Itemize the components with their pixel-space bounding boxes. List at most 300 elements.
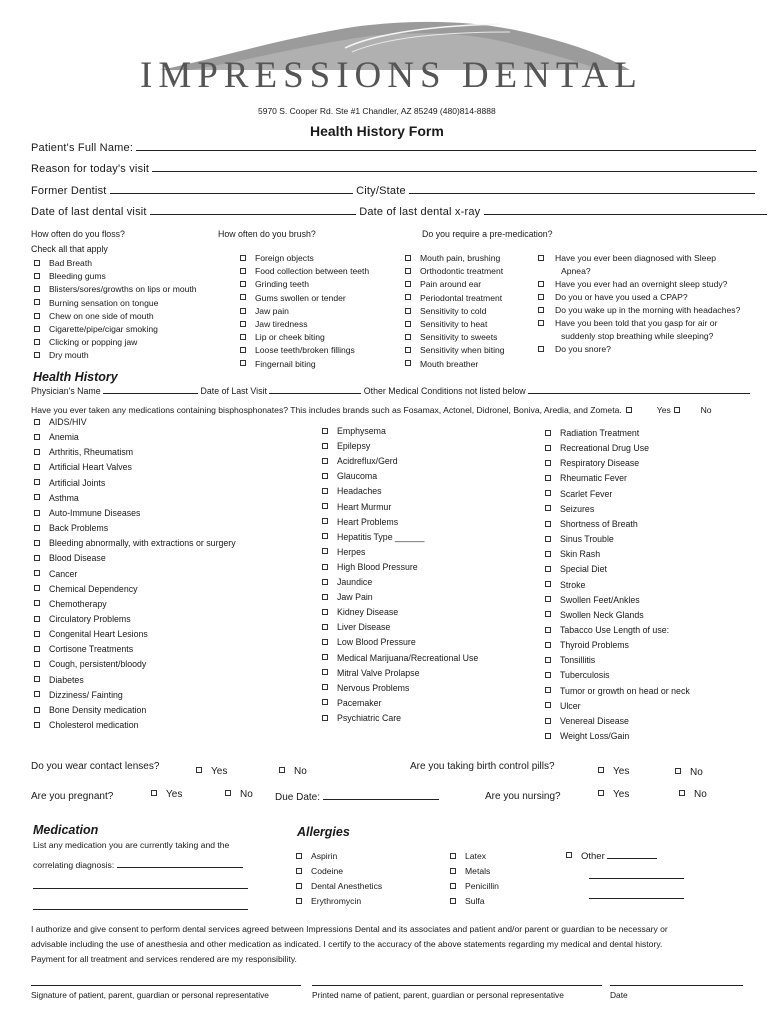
- condition[interactable]: [34, 629, 148, 639]
- checkbox[interactable]: [34, 313, 40, 319]
- condition[interactable]: [545, 534, 614, 544]
- dental-symptom[interactable]: [405, 266, 503, 276]
- checkbox[interactable]: [545, 702, 551, 708]
- dental-symptom[interactable]: [34, 324, 158, 334]
- birth-control-no: [675, 767, 703, 778]
- condition-label: Chemotherapy: [49, 598, 107, 609]
- condition-label: Blood Disease: [49, 553, 106, 564]
- checkbox[interactable]: [322, 594, 328, 600]
- checkbox[interactable]: [322, 669, 328, 675]
- checkbox[interactable]: [34, 691, 40, 697]
- condition[interactable]: [322, 486, 382, 496]
- medication-field-3[interactable]: [33, 901, 248, 910]
- checkbox[interactable]: [405, 321, 411, 327]
- checkbox[interactable]: [34, 707, 40, 713]
- condition[interactable]: [34, 569, 77, 579]
- sleep-question-label: Have you been told that you gasp for air or: [555, 318, 718, 328]
- checkbox[interactable]: [538, 255, 544, 261]
- checkbox[interactable]: [240, 281, 246, 287]
- condition[interactable]: [34, 705, 146, 715]
- signature-field[interactable]: [31, 985, 301, 986]
- pregnant-yes: [151, 789, 182, 800]
- condition-label: Shortness of Breath: [560, 518, 638, 529]
- checkbox[interactable]: [34, 616, 40, 622]
- condition[interactable]: [34, 599, 107, 609]
- no-label: No: [694, 789, 707, 800]
- dental-symptom-label: Sensitivity to cold: [420, 305, 487, 316]
- last-xray-field[interactable]: [484, 206, 767, 215]
- dental-symptom[interactable]: [240, 266, 369, 276]
- checkbox[interactable]: [240, 334, 246, 340]
- physician-field[interactable]: [103, 387, 198, 394]
- dental-symptom[interactable]: [240, 279, 309, 289]
- checkbox[interactable]: [538, 281, 544, 287]
- checkbox[interactable]: [405, 308, 411, 314]
- sleep-question[interactable]: [538, 253, 716, 263]
- condition[interactable]: [545, 504, 594, 514]
- checkbox[interactable]: [322, 654, 328, 660]
- patient-name-label: Patient's Full Name:: [31, 142, 134, 154]
- checkbox[interactable]: [240, 294, 246, 300]
- checkbox[interactable]: [296, 898, 302, 904]
- checkbox[interactable]: [405, 268, 411, 274]
- dental-symptom[interactable]: [34, 271, 106, 281]
- dental-symptom-label: Lip or cheek biting: [255, 332, 325, 343]
- medication-field-2[interactable]: [33, 880, 248, 889]
- checkbox[interactable]: [34, 273, 40, 279]
- checkbox[interactable]: [545, 460, 551, 466]
- dental-symptom[interactable]: [34, 258, 92, 268]
- checkbox[interactable]: [34, 326, 40, 332]
- checkbox[interactable]: [296, 868, 302, 874]
- date-last-visit-field[interactable]: [269, 387, 361, 394]
- checkbox[interactable]: [545, 627, 551, 633]
- checkbox[interactable]: [322, 579, 328, 585]
- condition[interactable]: [322, 456, 398, 466]
- pregnant-yes-checkbox[interactable]: [151, 790, 157, 796]
- reason-field[interactable]: [152, 163, 757, 172]
- condition[interactable]: [34, 675, 84, 685]
- condition[interactable]: [34, 447, 133, 457]
- checkbox[interactable]: [545, 505, 551, 511]
- condition[interactable]: [545, 549, 600, 559]
- condition[interactable]: [322, 532, 424, 542]
- condition[interactable]: [34, 690, 123, 700]
- condition[interactable]: [34, 478, 105, 488]
- condition-label: Acidreflux/Gerd: [337, 456, 398, 467]
- nursing-no-checkbox[interactable]: [679, 790, 685, 796]
- condition-label: Liver Disease: [337, 622, 391, 633]
- dental-symptom[interactable]: [240, 319, 308, 329]
- condition[interactable]: [322, 683, 409, 693]
- condition[interactable]: [322, 577, 372, 587]
- checkbox[interactable]: [34, 555, 40, 561]
- condition[interactable]: [322, 426, 386, 436]
- allergy-other-field-3[interactable]: [589, 890, 684, 899]
- dental-symptom-label: Sensitivity to sweets: [420, 332, 498, 343]
- checkbox[interactable]: [34, 722, 40, 728]
- condition-label: Bleeding abnormally, with extractions or surgery: [49, 538, 236, 549]
- condition-label: Tuberculosis: [560, 670, 610, 681]
- checkbox[interactable]: [538, 320, 544, 326]
- condition-label: Herpes: [337, 546, 366, 557]
- bisphosphonates-no-label: No: [700, 405, 712, 415]
- nursing-yes: [598, 789, 629, 800]
- condition-label: Cortisone Treatments: [49, 644, 134, 655]
- checkbox[interactable]: [322, 488, 328, 494]
- dental-symptom[interactable]: [405, 345, 505, 355]
- checkbox[interactable]: [34, 299, 40, 305]
- checkbox[interactable]: [34, 494, 40, 500]
- checkbox[interactable]: [322, 458, 328, 464]
- sleep-question[interactable]: [538, 305, 740, 315]
- checkbox[interactable]: [322, 503, 328, 509]
- signature-label: Signature of patient, parent, guardian or personal representative: [31, 990, 269, 1000]
- checkbox[interactable]: [322, 533, 328, 539]
- allergy-option[interactable]: [296, 896, 361, 906]
- checkbox[interactable]: [240, 321, 246, 327]
- checkbox[interactable]: [322, 443, 328, 449]
- allergy-option[interactable]: [296, 851, 337, 861]
- checkbox[interactable]: [34, 676, 40, 682]
- condition[interactable]: [322, 653, 478, 663]
- dental-symptom[interactable]: [405, 279, 481, 289]
- dental-symptom[interactable]: [240, 332, 325, 342]
- condition[interactable]: [322, 713, 401, 723]
- checkbox[interactable]: [34, 661, 40, 667]
- allergy-option-label: Erythromycin: [311, 896, 362, 906]
- allergies-title: Allergies: [297, 825, 350, 839]
- condition[interactable]: [34, 538, 236, 548]
- medication-diagnosis-label: correlating diagnosis:: [33, 860, 115, 870]
- checkbox[interactable]: [545, 475, 551, 481]
- checkbox[interactable]: [34, 646, 40, 652]
- condition[interactable]: [545, 655, 595, 665]
- contacts-yes: [196, 766, 227, 777]
- checkbox[interactable]: [545, 672, 551, 678]
- checkbox[interactable]: [34, 540, 40, 546]
- contacts-yes-checkbox[interactable]: [196, 767, 202, 773]
- sleep-question[interactable]: [538, 344, 611, 354]
- condition[interactable]: [545, 625, 669, 635]
- no-label: No: [690, 767, 703, 778]
- checkbox[interactable]: [545, 581, 551, 587]
- checkbox[interactable]: [545, 611, 551, 617]
- checkbox[interactable]: [322, 428, 328, 434]
- sleep-question-label: Apnea?: [561, 265, 591, 276]
- condition[interactable]: [34, 644, 133, 654]
- checkbox[interactable]: [405, 294, 411, 300]
- condition-label: Pacemaker: [337, 697, 382, 708]
- checkbox[interactable]: [34, 570, 40, 576]
- condition[interactable]: [545, 640, 629, 650]
- dental-symptom[interactable]: [405, 293, 502, 303]
- sleep-question[interactable]: [538, 318, 717, 328]
- dental-symptom[interactable]: [34, 284, 197, 294]
- condition[interactable]: [545, 564, 607, 574]
- condition[interactable]: [34, 432, 79, 442]
- dental-symptom[interactable]: [240, 293, 346, 303]
- dental-symptom[interactable]: [240, 359, 316, 369]
- checkbox[interactable]: [545, 536, 551, 542]
- date-field[interactable]: [610, 985, 743, 986]
- condition-label: Artificial Joints: [49, 477, 106, 488]
- checkbox[interactable]: [405, 360, 411, 366]
- checkbox[interactable]: [296, 883, 302, 889]
- condition[interactable]: [545, 610, 644, 620]
- condition[interactable]: [34, 462, 132, 472]
- condition[interactable]: [322, 441, 370, 451]
- checkbox[interactable]: [34, 600, 40, 606]
- checkbox[interactable]: [322, 473, 328, 479]
- condition-label: Circulatory Problems: [49, 613, 131, 624]
- sleep-question[interactable]: [538, 279, 727, 289]
- checkbox[interactable]: [538, 294, 544, 300]
- condition[interactable]: [322, 471, 377, 481]
- condition[interactable]: [545, 580, 585, 590]
- checkbox[interactable]: [450, 853, 456, 859]
- checkbox[interactable]: [34, 286, 40, 292]
- due-date-field[interactable]: [323, 791, 439, 800]
- checkbox[interactable]: [545, 718, 551, 724]
- checkbox[interactable]: [322, 548, 328, 554]
- checkbox[interactable]: [322, 624, 328, 630]
- checkbox[interactable]: [538, 307, 544, 313]
- allergy-option[interactable]: [450, 866, 490, 876]
- nursing-yes-checkbox[interactable]: [598, 790, 604, 796]
- condition[interactable]: [34, 720, 138, 730]
- allergy-other-field-2[interactable]: [589, 870, 684, 879]
- checkbox[interactable]: [240, 347, 246, 353]
- dental-symptom-label: Dry mouth: [49, 350, 89, 361]
- medication-field-1[interactable]: [117, 859, 243, 868]
- last-visit-field[interactable]: [150, 206, 356, 215]
- condition[interactable]: [545, 428, 639, 438]
- checkbox[interactable]: [405, 334, 411, 340]
- checkbox[interactable]: [538, 346, 544, 352]
- condition[interactable]: [322, 668, 419, 678]
- checkbox[interactable]: [34, 479, 40, 485]
- condition[interactable]: [545, 473, 627, 483]
- dental-symptom-label: Bad Breath: [49, 258, 92, 268]
- checkbox[interactable]: [545, 596, 551, 602]
- dental-symptom[interactable]: [240, 306, 289, 316]
- checkbox[interactable]: [545, 430, 551, 436]
- patient-name-field[interactable]: [136, 142, 756, 151]
- condition-label: Kidney Disease: [337, 607, 399, 618]
- checkbox[interactable]: [405, 281, 411, 287]
- checkbox[interactable]: [545, 566, 551, 572]
- checkbox[interactable]: [34, 631, 40, 637]
- city-state-field[interactable]: [409, 185, 755, 194]
- checkbox[interactable]: [322, 715, 328, 721]
- checkbox[interactable]: [545, 445, 551, 451]
- nursing-question: Are you nursing?: [485, 791, 561, 802]
- condition-label: Stroke: [560, 579, 586, 590]
- checkbox[interactable]: [34, 464, 40, 470]
- premed-question: Do you require a pre-medication?: [422, 229, 553, 239]
- condition-label: Tabacco Use Length of use:: [560, 624, 670, 635]
- condition[interactable]: [545, 716, 629, 726]
- condition[interactable]: [545, 443, 649, 453]
- condition[interactable]: [545, 701, 581, 711]
- condition[interactable]: [322, 622, 390, 632]
- other-conditions-field[interactable]: [528, 387, 750, 394]
- condition[interactable]: [322, 517, 398, 527]
- checkbox[interactable]: [545, 733, 551, 739]
- checkbox[interactable]: [296, 853, 302, 859]
- condition[interactable]: [34, 553, 106, 563]
- patient-name-row: [31, 142, 756, 154]
- condition[interactable]: [34, 523, 108, 533]
- checkbox[interactable]: [34, 352, 40, 358]
- reason-label: Reason for today's visit: [31, 163, 150, 175]
- allergy-other: [566, 850, 657, 862]
- checkbox[interactable]: [545, 521, 551, 527]
- allergy-option[interactable]: [450, 896, 485, 906]
- checkbox[interactable]: [545, 687, 551, 693]
- condition-label: Ulcer: [560, 700, 581, 711]
- checkbox[interactable]: [34, 510, 40, 516]
- checkbox[interactable]: [34, 419, 40, 425]
- dental-symptom[interactable]: [405, 332, 497, 342]
- condition[interactable]: [322, 502, 391, 512]
- checkbox[interactable]: [545, 551, 551, 557]
- sleep-question[interactable]: [538, 292, 688, 302]
- condition[interactable]: [545, 458, 639, 468]
- allergy-option[interactable]: [450, 881, 499, 891]
- allergy-option[interactable]: [296, 881, 382, 891]
- checkbox[interactable]: [450, 883, 456, 889]
- checkbox[interactable]: [240, 360, 246, 366]
- dental-symptom[interactable]: [405, 359, 478, 369]
- condition[interactable]: [545, 686, 690, 696]
- checkbox[interactable]: [405, 255, 411, 261]
- dental-symptom[interactable]: [405, 253, 500, 263]
- condition[interactable]: [34, 493, 79, 503]
- checkbox[interactable]: [322, 639, 328, 645]
- checkbox[interactable]: [322, 518, 328, 524]
- condition[interactable]: [322, 637, 416, 647]
- condition-label: Chemical Dependency: [49, 583, 138, 594]
- dental-symptom-label: Clicking or popping jaw: [49, 337, 138, 348]
- dental-symptom-label: Loose teeth/broken fillings: [255, 345, 355, 356]
- dental-symptom-label: Mouth breather: [420, 358, 479, 369]
- allergy-other-field-1[interactable]: [607, 850, 657, 859]
- dental-symptom[interactable]: [34, 311, 154, 321]
- floss-question: How often do you floss?: [31, 229, 125, 239]
- last-xray-label: Date of last dental x-ray: [359, 206, 481, 218]
- former-dentist-field[interactable]: [110, 185, 353, 194]
- pregnant-no-checkbox[interactable]: [225, 790, 231, 796]
- dental-symptom[interactable]: [405, 306, 486, 316]
- condition[interactable]: [34, 417, 87, 427]
- checkbox[interactable]: [240, 255, 246, 261]
- bisphosphonates-no-checkbox[interactable]: [674, 407, 680, 413]
- checkbox[interactable]: [34, 260, 40, 266]
- sleep-question-label: Have you ever been diagnosed with Sleep: [555, 253, 717, 263]
- condition-label: Epilepsy: [337, 441, 371, 452]
- condition[interactable]: [545, 731, 629, 741]
- dental-symptom[interactable]: [240, 253, 314, 263]
- checkbox[interactable]: [405, 347, 411, 353]
- condition-label: Emphysema: [337, 426, 386, 436]
- checkbox[interactable]: [322, 564, 328, 570]
- checkbox[interactable]: [34, 339, 40, 345]
- condition-label: Heart Problems: [337, 516, 399, 527]
- checkbox[interactable]: [322, 684, 328, 690]
- condition[interactable]: [34, 508, 140, 518]
- dental-symptom[interactable]: [405, 319, 487, 329]
- dental-symptom[interactable]: [34, 337, 137, 347]
- condition[interactable]: [34, 614, 131, 624]
- condition[interactable]: [545, 519, 638, 529]
- allergy-option[interactable]: [450, 851, 486, 861]
- contacts-no-checkbox[interactable]: [279, 767, 285, 773]
- dental-symptom[interactable]: [34, 350, 89, 360]
- checkbox[interactable]: [34, 525, 40, 531]
- condition[interactable]: [34, 659, 146, 669]
- condition[interactable]: [322, 607, 398, 617]
- birth-control-yes-checkbox[interactable]: [598, 767, 604, 773]
- condition[interactable]: [322, 592, 373, 602]
- checkbox[interactable]: [34, 585, 40, 591]
- condition[interactable]: [322, 698, 382, 708]
- condition[interactable]: [545, 595, 640, 605]
- allergy-option-label: Aspirin: [311, 851, 338, 861]
- checkbox[interactable]: [545, 490, 551, 496]
- checkbox[interactable]: [545, 642, 551, 648]
- dental-symptom-label: Jaw tiredness: [255, 319, 308, 329]
- condition[interactable]: [34, 584, 138, 594]
- checkbox[interactable]: [450, 868, 456, 874]
- birth-control-yes: [598, 766, 629, 777]
- birth-control-no-checkbox[interactable]: [675, 768, 681, 774]
- checkbox[interactable]: [240, 268, 246, 274]
- condition-label: Headaches: [337, 486, 382, 497]
- condition[interactable]: [545, 670, 610, 680]
- last-visit-row: [31, 206, 767, 218]
- condition[interactable]: [545, 489, 612, 499]
- condition[interactable]: [322, 547, 365, 557]
- condition-label: Congenital Heart Lesions: [49, 629, 148, 640]
- condition[interactable]: [322, 562, 418, 572]
- dental-symptom[interactable]: [34, 298, 158, 308]
- checkbox[interactable]: [240, 308, 246, 314]
- condition-label: Nervous Problems: [337, 682, 410, 693]
- printed-name-label: Printed name of patient, parent, guardian or personal representative: [312, 990, 564, 1000]
- condition-label: Seizures: [560, 503, 595, 514]
- condition-label: Asthma: [49, 492, 79, 503]
- checkbox[interactable]: [322, 609, 328, 615]
- condition-label: Swollen Neck Glands: [560, 609, 644, 620]
- condition-label: Artificial Heart Valves: [49, 462, 132, 473]
- former-dentist-row: [31, 185, 755, 197]
- checkbox[interactable]: [34, 449, 40, 455]
- allergy-option-label: Metals: [465, 866, 491, 876]
- checkbox[interactable]: [545, 657, 551, 663]
- bisphosphonates-yes-checkbox[interactable]: [626, 407, 632, 413]
- allergy-option[interactable]: [296, 866, 343, 876]
- dental-symptom[interactable]: [240, 345, 355, 355]
- dental-symptom-label: Jaw pain: [255, 305, 289, 316]
- allergy-other-checkbox[interactable]: [566, 852, 572, 858]
- printed-name-field[interactable]: [312, 985, 602, 986]
- checkbox[interactable]: [322, 699, 328, 705]
- checkbox[interactable]: [450, 898, 456, 904]
- checkbox[interactable]: [34, 434, 40, 440]
- consent-line-2: advisable including the use of anesthesia and other medication as indicated. I certify to the accuracy of the above statements regarding my medical and dental history.: [31, 939, 663, 949]
